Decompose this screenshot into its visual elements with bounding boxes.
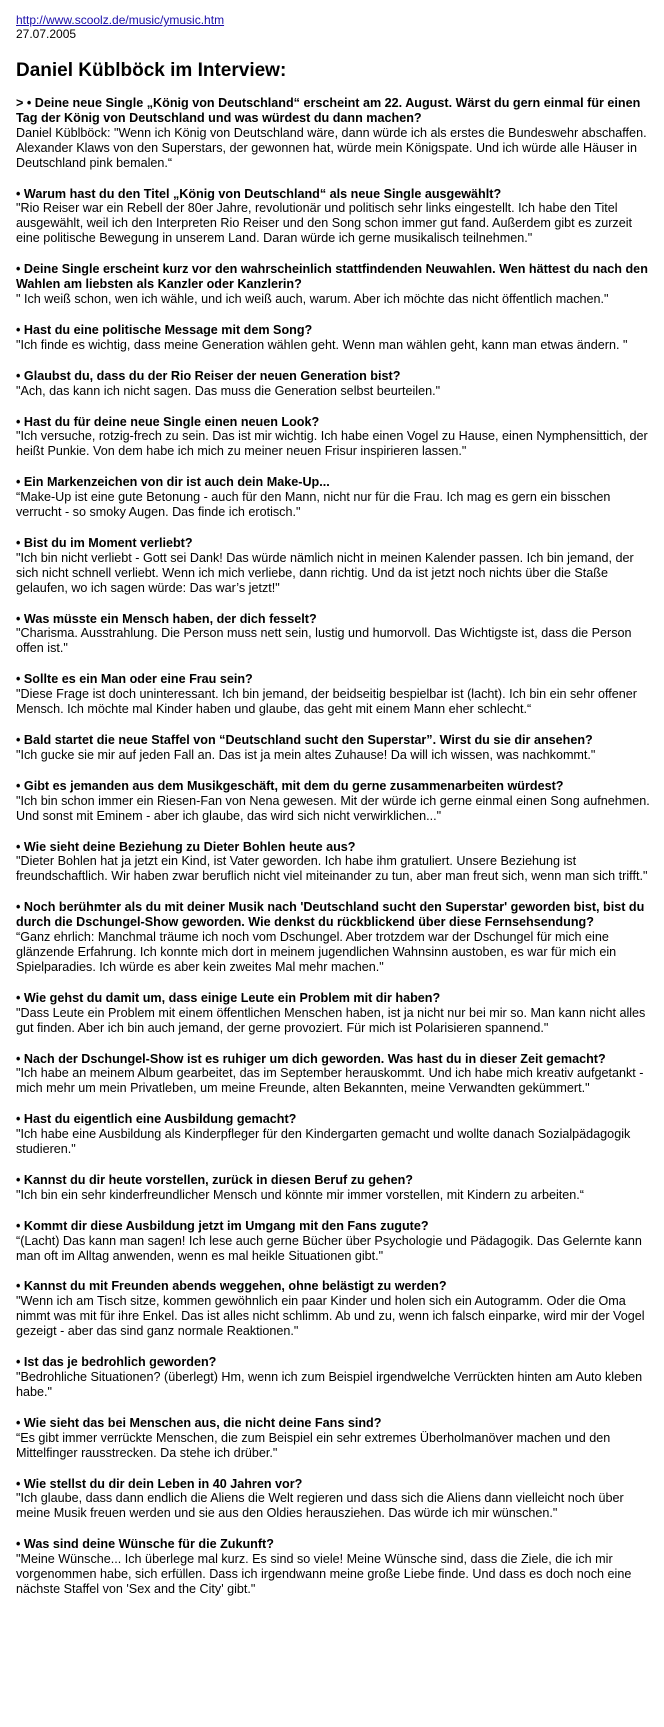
qa-item — [16, 1052, 652, 1097]
question-text: • Kannst du dir heute vorstellen, zurück in diesen Beruf zu gehen? — [16, 1172, 413, 1187]
question-text: • Was sind deine Wünsche für die Zukunft? — [16, 1537, 274, 1552]
question-text: • Sollte es ein Man oder eine Frau sein? — [16, 672, 253, 687]
question-text: • Bist du im Moment verliebt? — [16, 535, 193, 550]
answer-text: “Ganz ehrlich: Manchmal träume ich noch vom Dschungel. Aber trotzdem war der Dschungel für mich eine glänzende Erfahrung. Ich konnte mich dort in meinem jugendlichen Wahnsinn austoben, es war für mich ein Spielparadies. Ich würde es aber kein zweites Mal mehr machen." — [16, 930, 617, 974]
question-text: • Noch berühmter als du mit deiner Musik nach 'Deutschland sucht den Superstar' geworden bist, bist du durch die Dschungel-Show geworden. Wie denkst du rückblickend über diese Fernsehsendung? — [16, 900, 645, 930]
question-text: • Glaubst du, dass du der Rio Reiser der neuen Generation bist? — [16, 368, 401, 383]
answer-text: "Ich glaube, dass dann endlich die Aliens die Welt regieren und dass sich die Aliens dann vielleicht noch über meine Musik freuen werden und sie aus den Oldies herausziehen. Das würde ich mir wünschen." — [16, 1491, 624, 1521]
qa-item — [16, 1537, 652, 1597]
question-text: • Kannst du mit Freunden abends weggehen, ohne belästigt zu werden? — [16, 1279, 447, 1294]
question-text: • Ein Markenzeichen von dir ist auch dein Make-Up... — [16, 475, 330, 490]
qa-item — [16, 415, 652, 460]
page-title: Daniel Küblböck im Interview: — [16, 60, 287, 81]
question-text: • Was müsste ein Mensch haben, der dich fesselt? — [16, 611, 317, 626]
qa-item — [16, 991, 652, 1036]
answer-text: "Wenn ich am Tisch sitze, kommen gewöhnlich ein paar Kinder und holen sich ein Autogramm. Oder die Oma nimmt was mit für ihre Enkel. Das ist alles nicht schlimm. Ab und zu, wenn ich falsch einparke, wird mir der Vogel gezeigt - aber das sind ganz normale Reaktionen." — [16, 1294, 645, 1339]
qa-item — [16, 900, 652, 975]
qa-item — [16, 1173, 652, 1203]
answer-text: "Charisma. Ausstrahlung. Die Person muss nett sein, lustig und humorvoll. Das Wichtigste ist, dass die Person offen ist." — [16, 626, 632, 656]
question-text: • Wie sieht deine Beziehung zu Dieter Bohlen heute aus? — [16, 839, 356, 854]
answer-text: "Ich versuche, rotzig-frech zu sein. Das ist mir wichtig. Ich habe einen Vogel zu Hause, einen Nymphensittich, der heißt Punkie. Von dem habe ich mich zu meiner neuen Frisur inspirieren lassen." — [16, 429, 648, 459]
qa-item — [16, 369, 652, 399]
answer-text: "Bedrohliche Situationen? (überlegt) Hm, wenn ich zum Beispiel irgendwelche Verrückten hinten am Auto kleben habe." — [16, 1370, 643, 1399]
qa-item — [16, 262, 652, 307]
answer-text: "Diese Frage ist doch uninteressant. Ich bin jemand, der beidseitig bespielbar ist (lacht). Ich bin ein sehr offener Mensch. Ich möchte mal Kinder haben und glaube, das geht mit einem Mann eher schlecht.“ — [16, 687, 637, 717]
answer-text: “Es gibt immer verrückte Menschen, die zum Beispiel ein sehr extremes Überholmanöver machen und den Mittelfinger rausstrecken. Da stehe ich drüber." — [16, 1430, 611, 1460]
question-text: • Gibt es jemanden aus dem Musikgeschäft, mit dem du gerne zusammenarbeiten würdest? — [16, 778, 564, 793]
question-text: • Nach der Dschungel-Show ist es ruhiger um dich geworden. Was hast du in dieser Zeit gemacht? — [16, 1051, 606, 1066]
qa-item — [16, 779, 652, 824]
qa-item — [16, 1355, 652, 1400]
qa-item — [16, 1112, 652, 1157]
qa-item — [16, 1477, 652, 1522]
qa-item — [16, 1219, 652, 1264]
qa-item — [16, 475, 652, 520]
qa-item — [16, 187, 652, 247]
question-text: • Bald startet die neue Staffel von “Deutschland sucht den Superstar”. Wirst du sie dir ansehen? — [16, 733, 593, 747]
interview-body — [16, 96, 652, 1597]
answer-text: "Ich finde es wichtig, dass meine Generation wählen geht. Wenn man wählen geht, kann man etwas ändern. " — [16, 337, 628, 352]
question-text: • Hast du eine politische Message mit dem Song? — [16, 322, 313, 337]
qa-item — [16, 612, 652, 657]
answer-text: Daniel Küblböck: "Wenn ich König von Deutschland wäre, dann würde ich als erstes die Bundeswehr abschaffen. Alexander Klaws von den Superstars, der gewonnen hat, würde mein Königspate. Und ich würde alle Häuser in Deutschland pink bemalen.“ — [16, 125, 647, 170]
question-text: • Wie stellst du dir dein Leben in 40 Jahren vor? — [16, 1476, 303, 1491]
qa-item — [16, 672, 652, 717]
question-text: • Wie sieht das bei Menschen aus, die nicht deine Fans sind? — [16, 1415, 382, 1430]
answer-text: "Ich habe an meinem Album gearbeitet, das im September herauskommt. Und ich habe mich kreativ aufgetankt - mich mehr um mein Privatleben, um meine Freunde, alten Bekannten, meine Verwandten gekümmert." — [16, 1066, 644, 1096]
qa-item — [16, 96, 652, 171]
question-text: • Hast du für deine neue Single einen neuen Look? — [16, 414, 320, 429]
qa-item — [16, 1416, 652, 1461]
answer-text: "Ich habe eine Ausbildung als Kinderpfleger für den Kindergarten gemacht und wollte danach Sozialpädagogik studieren." — [16, 1127, 631, 1157]
qa-item — [16, 1279, 652, 1339]
question-text: • Kommt dir diese Ausbildung jetzt im Umgang mit den Fans zugute? — [16, 1218, 429, 1233]
answer-text: “Make-Up ist eine gute Betonung - auch für den Mann, nicht nur für die Frau. Ich mag es gern ein bisschen verrucht - so smoky Augen. Das finde ich erotisch." — [16, 490, 611, 520]
answer-text: "Ach, das kann ich nicht sagen. Das muss die Generation selbst beurteilen." — [16, 383, 441, 398]
question-text: • Deine Single erscheint kurz vor den wahrscheinlich stattfindenden Neuwahlen. Wen hättest du nach den Wahlen am liebsten als Kanzler oder Kanzlerin? — [16, 262, 648, 292]
answer-text: "Ich bin ein sehr kinderfreundlicher Mensch und könnte mir immer vorstellen, mit Kindern zu arbeiten.“ — [16, 1187, 584, 1202]
question-text: • Wie gehst du damit um, dass einige Leute ein Problem mit dir haben? — [16, 990, 441, 1005]
answer-text: “(Lacht) Das kann man sagen! Ich lese auch gerne Bücher über Psychologie und Pädagogik. Das Gelernte kann man oft im Alltag anwenden, wenn es mal heikle Situationen gibt." — [16, 1233, 642, 1263]
answer-text: "Ich bin schon immer ein Riesen-Fan von Nena gewesen. Mit der würde ich gerne einmal einen Song aufnehmen. Und sonst mit Eminem - aber ich glaube, das wird sich nicht verwirklichen..." — [16, 793, 650, 823]
qa-item — [16, 323, 652, 353]
publication-date: 27.07.2005 — [16, 27, 77, 41]
qa-item — [16, 536, 652, 596]
question-text: > • Deine neue Single „König von Deutschland“ erscheint am 22. August. Wärst du gern einmal für einen Tag der König von Deutschland und was würdest du dann machen? — [16, 96, 641, 125]
question-text: • Warum hast du den Titel „König von Deutschland“ als neue Single ausgewählt? — [16, 186, 502, 201]
qa-item — [16, 733, 652, 763]
answer-text: "Dass Leute ein Problem mit einem öffentlichen Menschen haben, ist ja nicht nur bei mir so. Man kann nicht alles gut finden. Aber ich bin auch jemand, der gerne provoziert. Für mich ist Polarisieren spannend." — [16, 1005, 646, 1035]
answer-text: "Dieter Bohlen hat ja jetzt ein Kind, ist Vater geworden. Ich habe ihm gratuliert. Unsere Beziehung ist freundschaftlich. Wir haben zwar beruflich nicht viel miteinander zu tun, aber man freut sich, wenn man sich trifft." — [16, 854, 648, 884]
answer-text: " Ich weiß schon, wen ich wähle, und ich weiß auch, warum. Aber ich möchte das nicht öffentlich machen." — [16, 291, 609, 306]
answer-text: "Meine Wünsche... Ich überlege mal kurz. Es sind so viele! Meine Wünsche sind, dass die Ziele, die ich mir vorgenommen habe, sich erfüllen. Dass ich irgendwann meine große Liebe finde. Und dass es doch noch eine nächste Staffel von 'Sex and the City' gibt." — [16, 1552, 632, 1596]
question-text: • Ist das je bedrohlich geworden? — [16, 1355, 217, 1370]
source-url-link[interactable]: http://www.scoolz.de/music/ymusic.htm — [16, 13, 225, 27]
answer-text: "Ich bin nicht verliebt - Gott sei Dank! Das würde nämlich nicht in meinen Kalender passen. Ich bin jemand, der sich nicht schnell verliebt. Wenn ich mich verliebe, dann richtig. Und da ist jetzt noch nichts über die Staße gelaufen, wo ich sagen würde: Das war’s jetzt!" — [16, 550, 634, 595]
question-text: • Hast du eigentlich eine Ausbildung gemacht? — [16, 1112, 297, 1127]
answer-text: "Ich gucke sie mir auf jeden Fall an. Das ist ja mein altes Zuhause! Da will ich wissen, was nachkommt." — [16, 747, 596, 762]
qa-item — [16, 840, 652, 885]
answer-text: "Rio Reiser war ein Rebell der 80er Jahre, revolutionär und politisch sehr links eingestellt. Ich habe den Titel ausgewählt, weil ich den Interpreten Rio Reiser und den Song schon immer gut fand. Außerdem gibt es zurzeit eine politische Bewegung in unserem Land. Daran würde ich gerne musikalisch teilnehmen." — [16, 201, 633, 246]
